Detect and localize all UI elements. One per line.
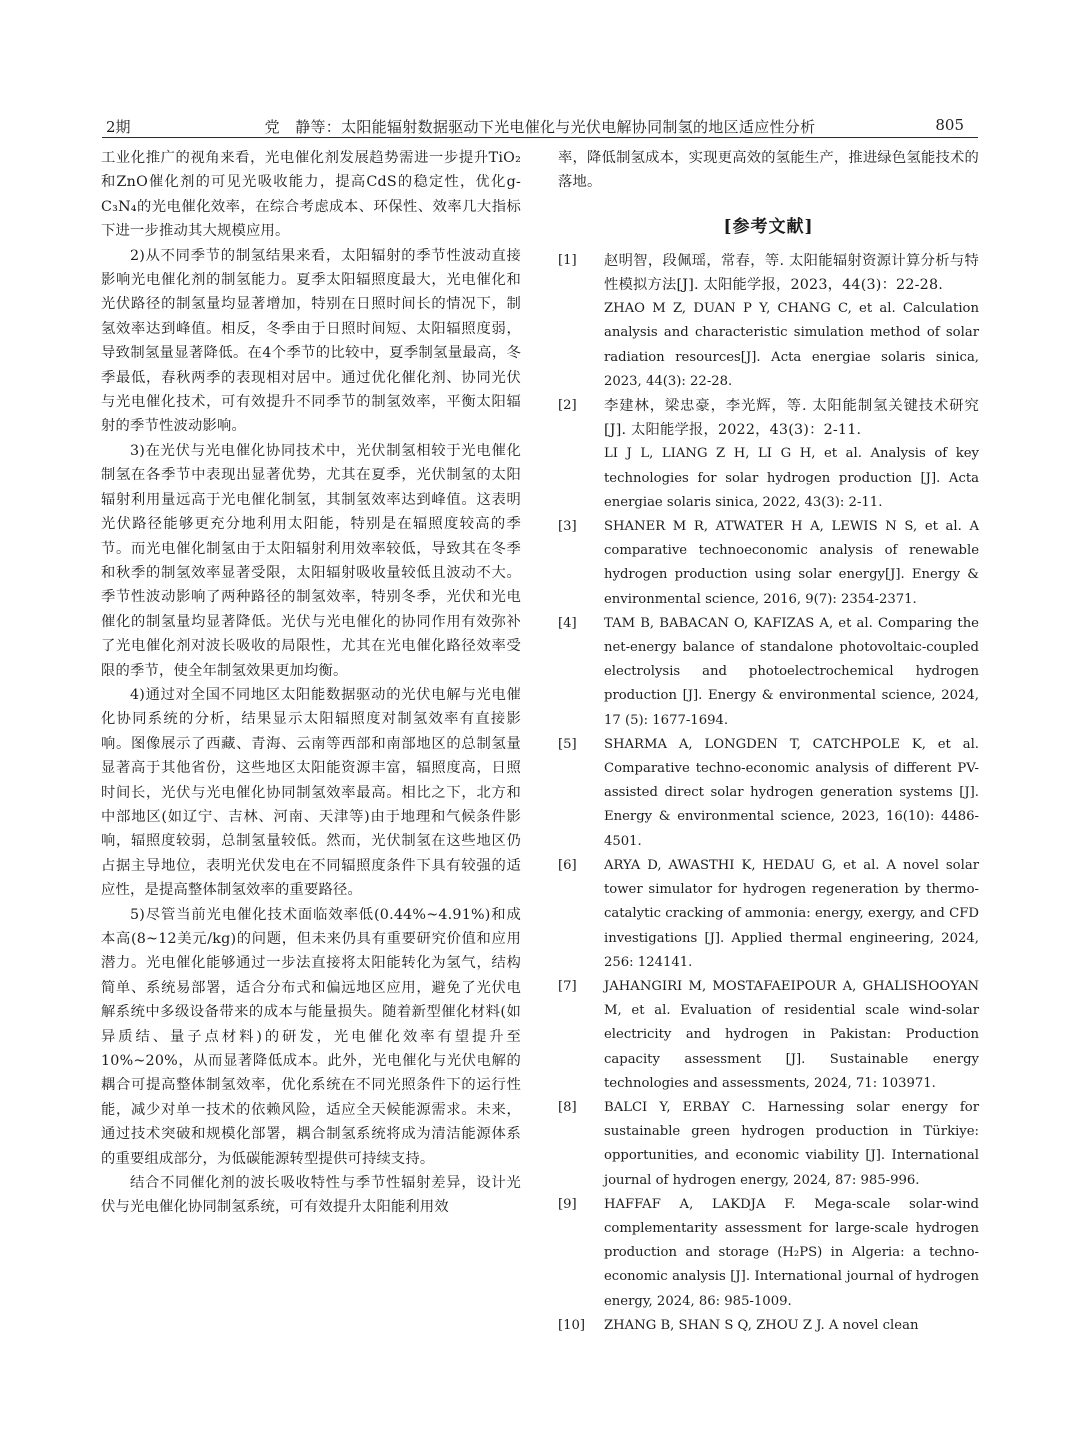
reference-number: [9]: [558, 1196, 577, 1212]
reference-number: [6]: [558, 857, 577, 873]
reference-text-zh: 赵明智，段佩瑶，常春，等. 太阳能辐射资源计算分析与特性模拟方法[J]. 太阳能学报，2023，44(3)：22-28.: [604, 252, 979, 294]
reference-text-en: LI J L, LIANG Z H, LI G H, et al. Analysis of key technologies for solar hydrogen production [J]. Acta energiae solaris sinica, 2022, 43(3): 2-11.: [604, 446, 979, 510]
reference-item: [558, 1193, 979, 1314]
paragraph-6: 结合不同催化剂的波长吸收特性与季节性辐射差异，设计光伏与光电催化协同制氢系统，可有效提升太阳能利用效: [101, 1175, 521, 1216]
reference-text-en: BALCI Y, ERBAY C. Harnessing solar energy for sustainable green hydrogen production in Türkiye: opportunities, and economic viability [J]. International journal of hydrogen energy, 2024, 87: 985-996.: [604, 1099, 979, 1188]
reference-item: [558, 1096, 979, 1193]
reference-text-en: SHANER M R, ATWATER H A, LEWIS N S, et al. A comparative technoeconomic analysis of renewable hydrogen production using solar energy[J]. Energy & environmental science, 2016, 9(7): 2354-2371.: [604, 519, 979, 607]
paragraph-1: 工业化推广的视角来看，光电催化剂发展趋势需进一步提升TiO₂和ZnO催化剂的可见光吸收能力，提高CdS的稳定性，优化g-C₃N₄的光电催化效率，在综合考虑成本、环保性、效率几大指标下进一步推动其大规模应用。: [101, 150, 521, 240]
paragraph-continued: 率，降低制氢成本，实现更高效的氢能生产，推进绿色氢能技术的落地。: [558, 150, 979, 191]
reference-number: [2]: [558, 398, 577, 414]
reference-text-en: JAHANGIRI M, MOSTAFAEIPOUR A, GHALISHOOYAN M, et al. Evaluation of residential scale wind-solar electricity and hydrogen in Pakistan: Production capacity assessment [J]. Sustainable energy technologies and assessments, 2024, 71: 103971.: [604, 978, 979, 1091]
reference-text-en: ZHANG B, SHAN S Q, ZHOU Z J. A novel clean: [604, 1317, 919, 1333]
reference-number: [1]: [558, 252, 577, 268]
references-heading: [参考文献]: [723, 216, 814, 237]
reference-item: [558, 612, 979, 733]
paragraph-3: 3)在光伏与光电催化协同技术中，光伏制氢相较于光电催化制氢在各季节中表现出显著优势，尤其在夏季，光伏制氢的太阳辐射利用量远高于光电催化制氢，其制氢效率达到峰值。这表明光伏路径能够更充分地利用太阳能，特别是在辐照度较高的季节。而光电催化制氢由于太阳辐射利用效率较低，导致其在冬季和秋季的制氢效率显著受限，太阳辐射吸收量较低且波动不大。季节性波动影响了两种路径的制氢效率，特别冬季，光伏和光电催化的制氢量均显著降低。光伏与光电催化的协同作用有效弥补了光电催化剂对波长吸收的局限性，尤其在光电催化路径效率受限的季节，使全年制氢效果更加均衡。: [101, 442, 521, 679]
reference-number: [5]: [558, 736, 577, 752]
reference-number: [4]: [558, 615, 577, 631]
reference-text-en: HAFFAF A, LAKDJA F. Mega-scale solar-wind complementarity assessment for large-scale hydrogen production and storage (H₂PS) in Algeria: a techno-economic analysis [J]. International journal of hydrogen energy, 2024, 86: 985-1009.: [604, 1196, 979, 1309]
header-rule: [102, 137, 978, 138]
reference-text-en: SHARMA A, LONGDEN T, CATCHPOLE K, et al. Comparative techno-economic analysis of different PV-assisted direct solar hydrogen generation systems [J]. Energy & environmental science, 2023, 16(10): 4486-4501.: [604, 736, 979, 849]
paragraph-4: 4)通过对全国不同地区太阳能数据驱动的光伏电解与光电催化协同系统的分析，结果显示太阳辐照度对制氢效率有直接影响。图像展示了西藏、青海、云南等西部和南部地区的总制氢量显著高于其他省份，这些地区太阳能资源丰富，辐照度高，日照时间长，光伏与光电催化协同制氢效率最高。相比之下，北方和中部地区(如辽宁、吉林、河南、天津等)由于地理和气候条件影响，辐照度较弱，总制氢量较低。然而，光伏制氢在这些地区仍占据主导地位，表明光伏发电在不同辐照度条件下具有较强的适应性，是提高整体制氢效率的重要路径。: [101, 686, 521, 899]
reference-text-en: ZHAO M Z, DUAN P Y, CHANG C, et al. Calculation analysis and characteristic simulation method of solar radiation resources[J]. Acta energiae solaris sinica, 2023, 44(3): 22-28.: [604, 301, 979, 389]
reference-item: [558, 394, 979, 515]
reference-item: [558, 975, 979, 1096]
issue-label: 2期: [106, 118, 131, 136]
reference-text-zh: 李建林，梁忠豪，李光辉，等. 太阳能制氢关键技术研究[J]. 太阳能学报，2022，43(3)：2-11.: [604, 398, 979, 439]
reference-item: [558, 1314, 979, 1338]
reference-text-en: ARYA D, AWASTHI K, HEDAU G, et al. A novel solar tower simulator for hydrogen regeneration by thermo-catalytic cracking of ammonia: energy, exergy, and CFD investigations [J]. Applied thermal engineering, 2024, 256: 124141.: [604, 857, 979, 970]
reference-item: [558, 733, 979, 854]
reference-number: [8]: [558, 1099, 577, 1115]
page-number: 805: [935, 116, 964, 134]
reference-number: [7]: [558, 978, 577, 994]
reference-number: [10]: [558, 1317, 586, 1333]
reference-number: [3]: [558, 519, 577, 535]
running-title: 党 静等：太阳能辐射数据驱动下光电催化与光伏电解协同制氢的地区适应性分析: [264, 118, 816, 136]
paragraph-2: 2)从不同季节的制氢结果来看，太阳辐射的季节性波动直接影响光电催化剂的制氢能力。夏季太阳辐照度最大，光电催化和光伏路径的制氢量均显著增加，特别在日照时间长的情况下，制氢效率达到峰值。相反，冬季由于日照时间短、太阳辐照度弱，导致制氢量显著降低。在4个季节的比较中，夏季制氢量最高，冬季最低，春秋两季的表现相对居中。通过优化催化剂、协同光伏与光电催化技术，可有效提升不同季节的制氢效率，平衡太阳辐射的季节性波动影响。: [101, 247, 521, 435]
left-column: [101, 146, 521, 1220]
running-header: [102, 114, 978, 138]
right-column: [558, 146, 979, 1338]
reference-text-en: TAM B, BABACAN O, KAFIZAS A, et al. Comparing the net-energy balance of standalone photovoltaic-coupled electrolysis and photoelectrochemical hydrogen production [J]. Energy & environmental science, 2024, 17 (5): 1677-1694.: [604, 615, 979, 728]
reference-item: [558, 515, 979, 612]
reference-item: [558, 249, 979, 394]
paragraph-5: 5)尽管当前光电催化技术面临效率低(0.44%~4.91%)和成本高(8~12美元/kg)的问题，但未来仍具有重要研究价值和应用潜力。光电催化能够通过一步法直接将太阳能转化为氢气，结构简单、系统易部署，适合分布式和偏远地区应用，避免了光伏电解系统中多级设备带来的成本与能量损失。随着新型催化材料(如异质结、量子点材料)的研发，光电催化效率有望提升至10%~20%，从而显著降低成本。此外，光电催化与光伏电解的耦合可提高整体制氢效率，优化系统在不同光照条件下的运行性能，减少对单一技术的依赖风险，适应全天候能源需求。未来，通过技术突破和规模化部署，耦合制氢系统将成为清洁能源体系的重要组成部分，为低碳能源转型提供可持续支持。: [101, 906, 521, 1167]
reference-item: [558, 854, 979, 975]
reference-list: [558, 249, 979, 1338]
